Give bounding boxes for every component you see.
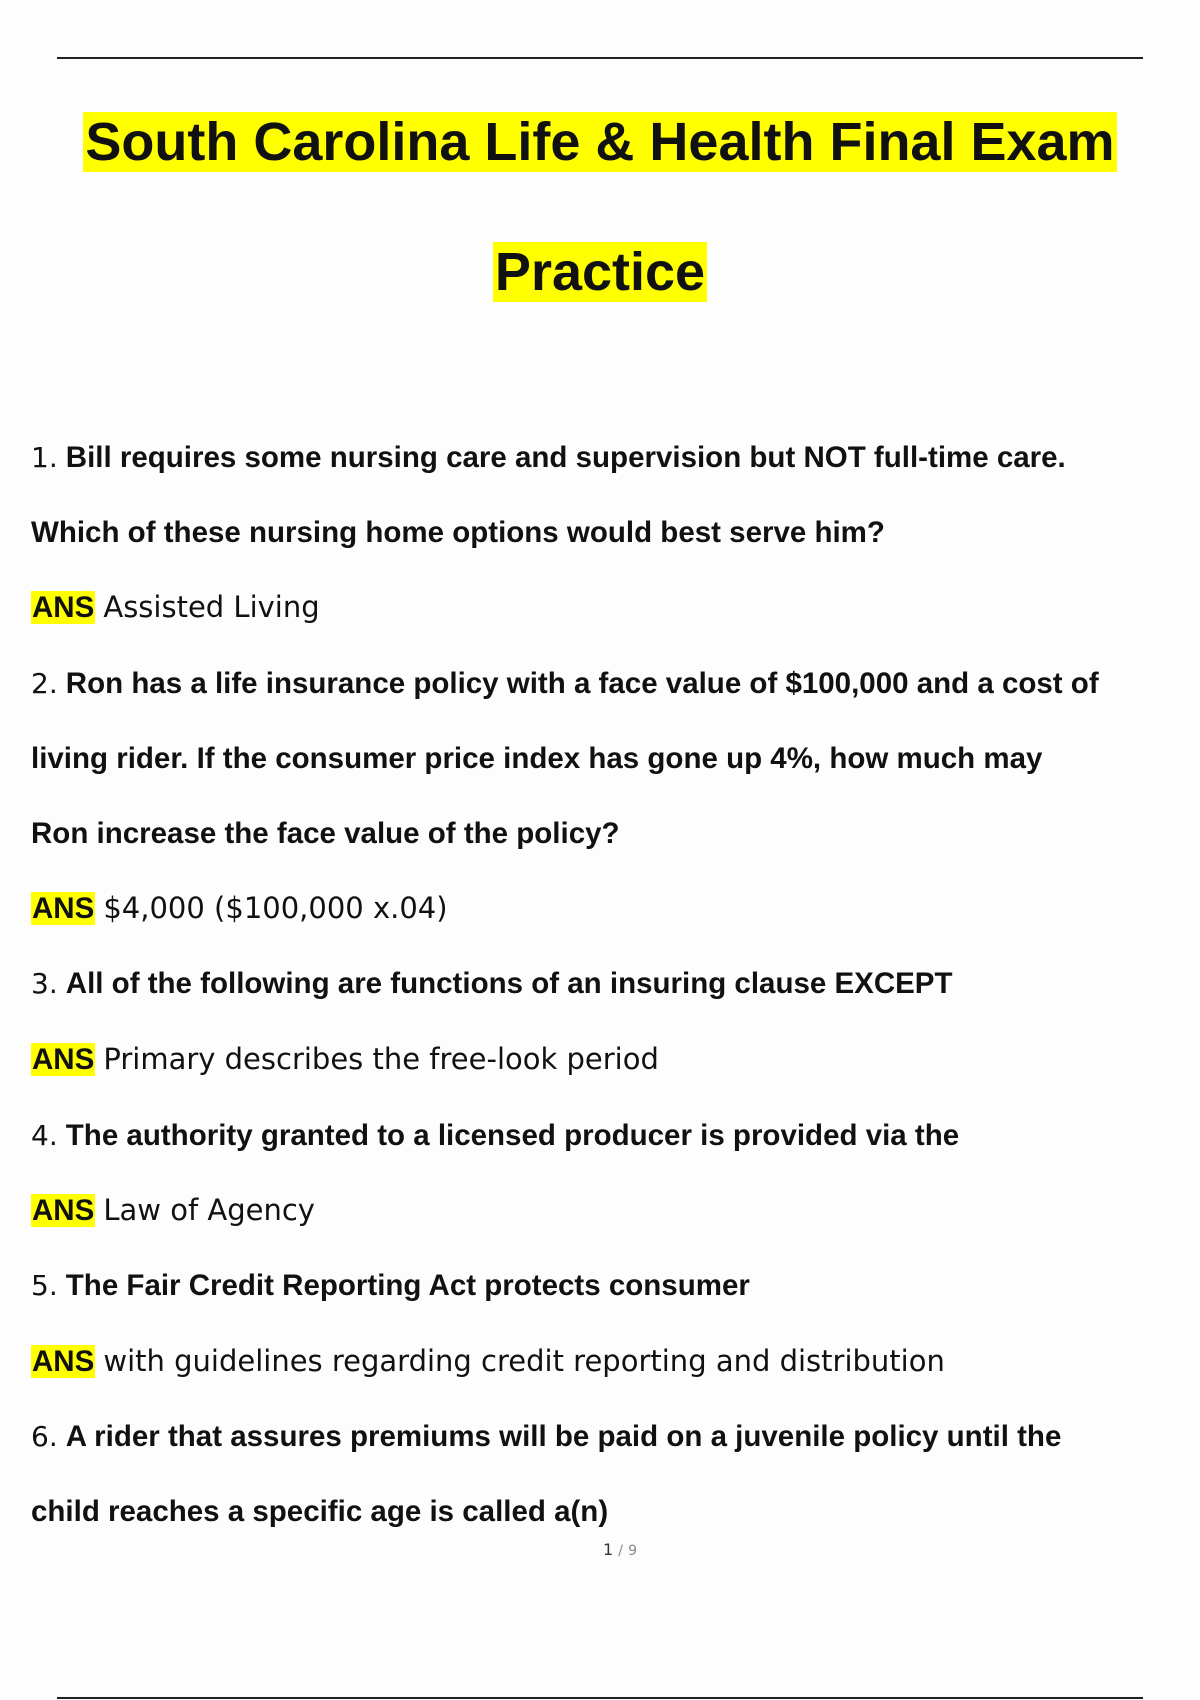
question-number: 6. bbox=[31, 1420, 58, 1453]
question-number: 1. bbox=[31, 441, 58, 474]
answer-text: with guidelines regarding credit reporting and distribution bbox=[103, 1344, 945, 1378]
question-5 bbox=[31, 1266, 750, 1306]
answer-3 bbox=[31, 1039, 659, 1080]
answer-label: ANS bbox=[32, 1043, 95, 1076]
answer-label: ANS bbox=[32, 1194, 95, 1227]
question-6-continued bbox=[31, 1492, 608, 1532]
question-text: All of the following are functions of an insuring clause EXCEPT bbox=[65, 967, 953, 1000]
answer-label: ANS bbox=[32, 892, 95, 925]
question-number: 3. bbox=[31, 967, 58, 1000]
question-2-continued bbox=[31, 739, 1042, 779]
question-number: 2. bbox=[31, 667, 58, 700]
question-text: Which of these nursing home options would best serve him? bbox=[31, 516, 885, 549]
bottom-rule bbox=[57, 1697, 1143, 1699]
question-2 bbox=[31, 664, 1099, 704]
answer-label: ANS bbox=[32, 591, 95, 624]
question-3 bbox=[31, 964, 953, 1004]
question-number: 5. bbox=[31, 1269, 58, 1302]
answer-1 bbox=[31, 587, 320, 628]
question-text: Ron has a life insurance policy with a face value of $100,000 and a cost of bbox=[65, 667, 1099, 700]
answer-text: $4,000 ($100,000 x.04) bbox=[103, 891, 448, 925]
question-text: The Fair Credit Reporting Act protects consumer bbox=[65, 1269, 750, 1302]
top-rule bbox=[57, 57, 1143, 59]
page-separator: / bbox=[618, 1543, 623, 1559]
answer-text: Law of Agency bbox=[103, 1193, 315, 1227]
answer-text: Assisted Living bbox=[103, 590, 320, 624]
answer-2 bbox=[31, 888, 448, 929]
answer-4 bbox=[31, 1190, 315, 1231]
question-text: Bill requires some nursing care and supervision but NOT full-time care. bbox=[65, 441, 1066, 474]
answer-text: Primary describes the free-look period bbox=[103, 1042, 659, 1076]
answer-label: ANS bbox=[32, 1345, 95, 1378]
question-1-continued bbox=[31, 513, 885, 553]
question-4 bbox=[31, 1116, 959, 1156]
question-text: A rider that assures premiums will be paid on a juvenile policy until the bbox=[65, 1420, 1062, 1453]
answer-5 bbox=[31, 1341, 945, 1382]
document-title: South Carolina Life & Health Final Exam bbox=[85, 112, 1115, 172]
question-text: Ron increase the face value of the policy? bbox=[31, 817, 620, 850]
question-text: child reaches a specific age is called a(n) bbox=[31, 1495, 609, 1528]
question-text: living rider. If the consumer price index has gone up 4%, how much may bbox=[31, 742, 1043, 775]
question-number: 4. bbox=[31, 1119, 58, 1152]
page-indicator bbox=[0, 1540, 1200, 1559]
question-2-continued bbox=[31, 814, 620, 854]
page-total: 9 bbox=[628, 1543, 637, 1559]
page-current: 1 bbox=[602, 1540, 614, 1559]
document-title-continued: Practice bbox=[494, 242, 706, 302]
question-6 bbox=[31, 1417, 1061, 1457]
question-text: The authority granted to a licensed producer is provided via the bbox=[65, 1119, 960, 1152]
question-1 bbox=[31, 438, 1066, 478]
